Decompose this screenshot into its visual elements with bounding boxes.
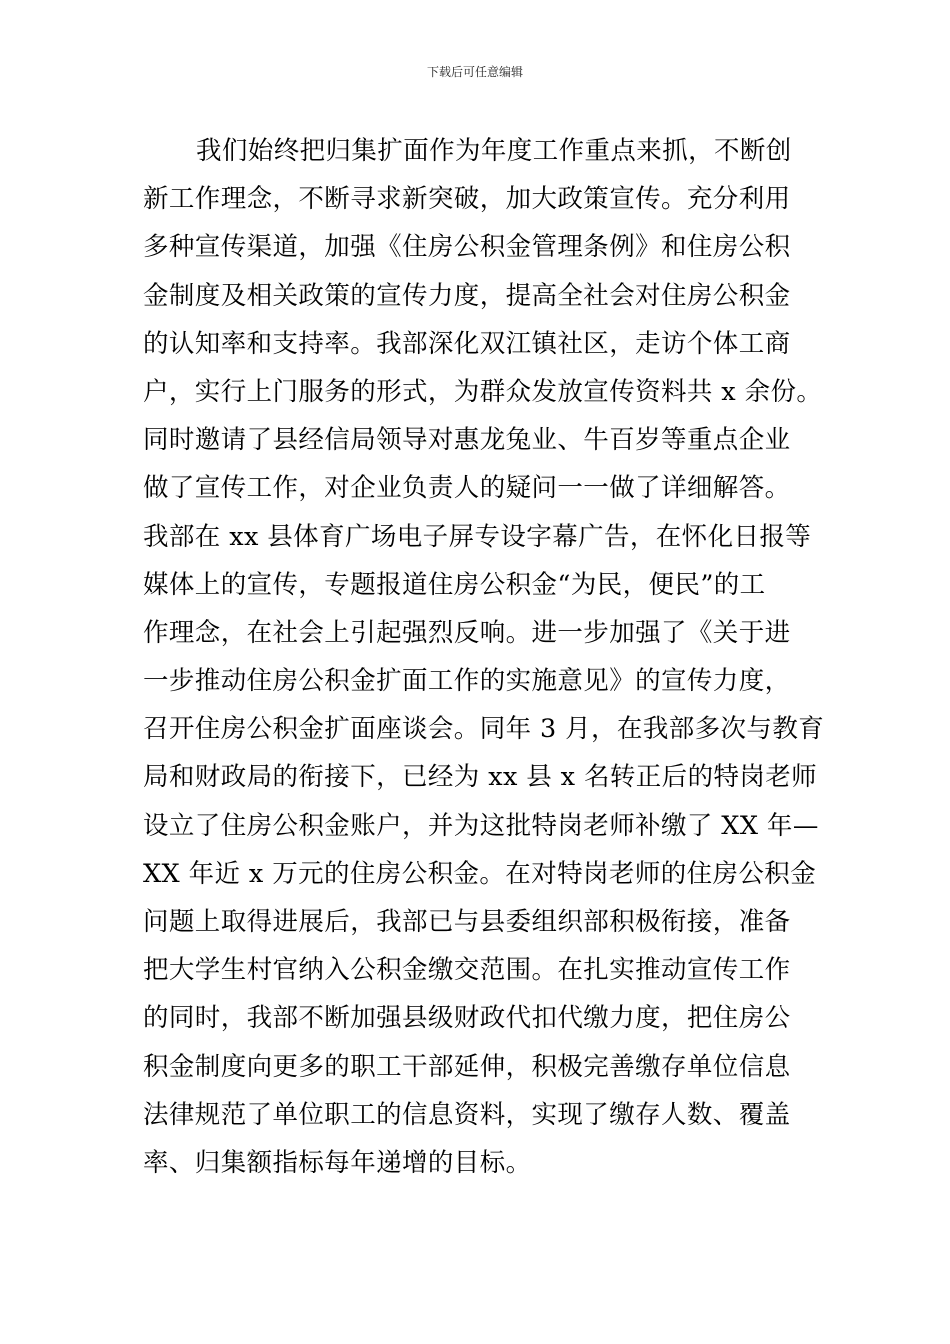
paragraph-line: 的同时，我部不断加强县级财政代扣代缴力度，把住房公 [143,1003,791,1034]
page-header: 下载后可任意编辑 [426,65,523,79]
paragraph-line: 设立了住房公积金账户，并为这批特岗老师补缴了 XX 年— [143,810,819,841]
paragraph-line: 做了宣传工作，对企业负责人的疑问一一做了详细解答。 [143,473,791,504]
paragraph-line: 媒体上的宣传，专题报道住房公积金“为民，便民”的工 [143,569,766,600]
paragraph-line: 问题上取得进展后，我部已与县委组织部积极衔接，准备 [143,907,791,937]
paragraph-line: 召开住房公积金扩面座谈会。同年 3 月，在我部多次与教育 [143,714,825,745]
paragraph-line: 新工作理念，不断寻求新突破，加大政策宣传。充分利用 [143,184,791,215]
paragraph-line: 率、归集额指标每年递增的目标。 [143,1147,532,1178]
paragraph-line: 我们始终把归集扩面作为年度工作重点来抓，不断创 [196,136,792,166]
document-body [143,127,825,1187]
paragraph-line: 作理念，在社会上引起强烈反响。进一步加强了《关于进 [143,617,791,648]
paragraph-line: 把大学生村官纳入公积金缴交范围。在扎实推动宣传工作 [143,955,791,986]
paragraph-line: 局和财政局的衔接下，已经为 xx 县 x 名转正后的特岗老师 [143,762,818,793]
paragraph-line: 的认知率和支持率。我部深化双江镇社区，走访个体工商 [143,328,791,359]
paragraph-line: XX 年近 x 万元的住房公积金。在对特岗老师的住房公积金 [143,858,817,889]
paragraph-line: 法律规范了单位职工的信息资料，实现了缴存人数、覆盖 [143,1099,791,1130]
paragraph-line: 积金制度向更多的职工干部延伸，积极完善缴存单位信息 [143,1051,791,1082]
paragraph-line: 一步推动住房公积金扩面工作的实施意见》的宣传力度， [143,666,791,697]
paragraph-line: 多种宣传渠道，加强《住房公积金管理条例》和住房公积 [143,232,791,263]
paragraph-line: 金制度及相关政策的宣传力度，提高全社会对住房公积金 [143,280,791,311]
paragraph-line: 我部在 xx 县体育广场电子屏专设字幕广告，在怀化日报等 [143,521,812,552]
paragraph-line: 同时邀请了县经信局领导对惠龙兔业、牛百岁等重点企业 [143,425,791,456]
paragraph-line: 户，实行上门服务的形式，为群众发放宣传资料共 x 余份。 [143,376,823,407]
